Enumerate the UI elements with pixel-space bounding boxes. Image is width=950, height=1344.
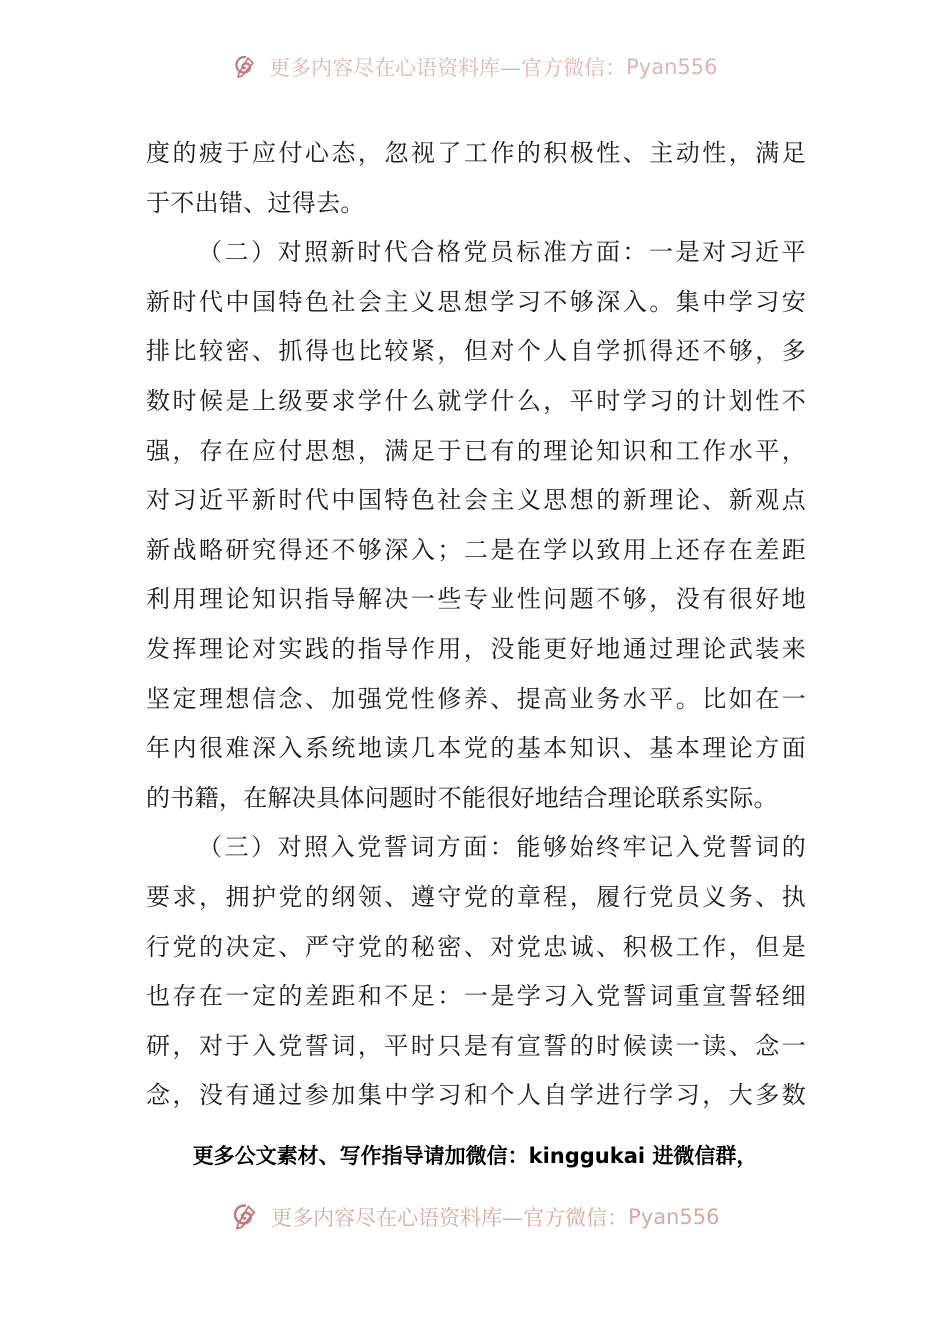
text-line: 坚定理想信念、加强党性修养、提高业务水平。比如在一 [146,684,806,713]
text-line: 数时候是上级要求学什么就学什么，平时学习的计划性不 [146,386,806,415]
text-line: 发挥理论对实践的指导作用，没能更好地通过理论武装来 [146,634,806,663]
swirl-logo-icon [230,1202,260,1232]
text-line: 排比较密、抓得也比较紧，但对个人自学抓得还不够，多 [146,337,806,366]
text-line: 强，存在应付思想，满足于已有的理论知识和工作水平， [146,436,806,465]
text-line: 度的疲于应付心态，忽视了工作的积极性、主动性，满足 [146,139,806,167]
text-line: 念，没有通过参加集中学习和个人自学进行学习，大多数 [146,1081,806,1110]
watermark-wechat-id: Pyan556 [628,1205,720,1229]
section-three-first-line: （三）对照入党誓词方面：能够始终牢记入党誓词的 [198,833,806,862]
text-line: 的书籍，在解决具体问题时不能很好地结合理论联系实际。 [146,783,778,812]
watermark-text: 更多内容尽在心语资料库—官方微信： [271,1206,629,1230]
footer-promo-note: 更多公文素材、写作指导请加微信：kinggukai 进微信群， [192,1144,758,1168]
text-line: 研，对于入党誓词，平时只是有宣誓的时候读一读、念一 [146,1031,806,1060]
text-line: 要求，拥护党的纲领、遵守党的章程，履行党员义务、执 [146,882,806,911]
text-line: 行党的决定、严守党的秘密、对党忠诚、积极工作，但是 [146,932,806,961]
header-watermark [0,52,950,82]
text-line: 于不出错、过得去。 [146,188,365,217]
text-line: 也存在一定的差距和不足：一是学习入党誓词重宣誓轻细 [146,982,806,1011]
text-line: 利用理论知识指导解决一些专业性问题不够，没有很好地 [146,585,806,614]
text-line: 对习近平新时代中国特色社会主义思想的新理论、新观点 [146,486,806,515]
document-body [146,129,806,1121]
watermark-text: 更多内容尽在心语资料库—官方微信： [269,56,627,80]
footer-watermark [0,1202,950,1232]
text-line: 年内很难深入系统地读几本党的基本知识、基本理论方面 [146,734,806,763]
watermark-wechat-id: Pyan556 [626,55,718,79]
swirl-logo-icon [232,54,258,80]
text-line: 新时代中国特色社会主义思想学习不够深入。集中学习安 [146,287,806,316]
section-two-first-line: （二）对照新时代合格党员标准方面：一是对习近平 [198,238,806,267]
text-line: 新战略研究得还不够深入；二是在学以致用上还存在差距 [146,535,806,564]
